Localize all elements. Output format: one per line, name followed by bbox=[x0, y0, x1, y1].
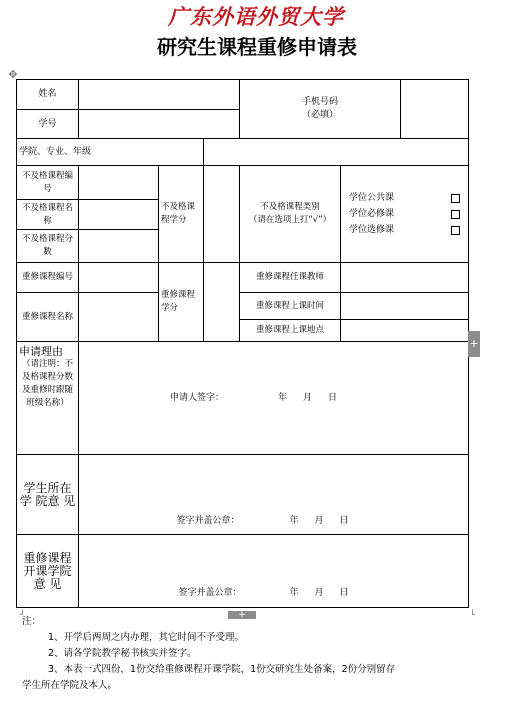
retake-course-name-label: 重修课程名称 bbox=[17, 293, 79, 342]
student-college-opinion-field[interactable] bbox=[79, 455, 469, 535]
option-label: 学位选修课 bbox=[349, 225, 395, 235]
retake-place-label: 重修课程上课地点 bbox=[240, 320, 341, 342]
checkbox-icon[interactable] bbox=[451, 226, 460, 235]
notes-heading: 注： bbox=[22, 616, 42, 627]
failed-course-score-field[interactable] bbox=[79, 230, 159, 263]
option-degree-elective[interactable] bbox=[343, 222, 466, 238]
note-item: 2、请各学院教学秘书核实并签字。 bbox=[48, 648, 197, 659]
retake-teacher-field[interactable] bbox=[341, 263, 469, 293]
failed-course-code-label: 不及格课程编号 bbox=[17, 166, 79, 200]
student-id-field[interactable] bbox=[79, 110, 240, 139]
retake-course-code-label: 重修课程编号 bbox=[17, 263, 79, 293]
checkbox-icon[interactable] bbox=[451, 210, 460, 219]
retake-teacher-label: 重修课程任课教师 bbox=[240, 263, 341, 293]
phone-label: 手机号码 bbox=[302, 97, 339, 107]
retake-college-opinion-field[interactable] bbox=[79, 535, 469, 608]
option-degree-public[interactable] bbox=[343, 190, 466, 206]
margin-corner-right: └ bbox=[470, 610, 475, 619]
failed-course-name-field[interactable] bbox=[79, 200, 159, 230]
failed-course-code-field[interactable] bbox=[79, 166, 159, 200]
stamp-signature-label: 签字并盖公章： bbox=[178, 588, 242, 598]
phone-field[interactable] bbox=[401, 80, 469, 139]
failed-course-category-label-cell bbox=[240, 166, 341, 263]
day-label: 日 bbox=[339, 516, 349, 526]
course-category-options bbox=[341, 166, 469, 263]
year-label: 年 bbox=[289, 588, 299, 598]
failed-course-credit-label: 不及格课程学分 bbox=[159, 166, 204, 263]
university-logo: 广东外语外贸大学 bbox=[168, 4, 344, 29]
note-item: 1、开学后两周之内办理，其它时间不予受理。 bbox=[48, 632, 245, 643]
phone-required-note: （必填） bbox=[302, 110, 339, 120]
retake-course-credit-field[interactable] bbox=[204, 263, 240, 342]
reason-field[interactable] bbox=[79, 342, 469, 455]
failed-course-credit-field[interactable] bbox=[204, 166, 240, 263]
failed-course-score-label: 不及格课程分数 bbox=[17, 230, 79, 263]
applicant-signature-label: 申请人签字： bbox=[169, 392, 224, 403]
failed-course-category-label: 不及格课程类别 bbox=[260, 202, 320, 212]
name-label: 姓名 bbox=[17, 80, 79, 110]
row-insert-handle-icon[interactable]: + bbox=[468, 331, 480, 357]
retake-course-credit-label: 重修课程学分 bbox=[159, 263, 204, 342]
day-label: 日 bbox=[328, 392, 338, 403]
college-major-grade-label: 学院、专业、年级 bbox=[17, 139, 204, 166]
student-id-label: 学号 bbox=[17, 110, 79, 139]
year-label: 年 bbox=[278, 392, 288, 403]
reason-note: （请注明：不及格课程分数及重修时跟随班级名称） bbox=[21, 359, 73, 408]
checkbox-icon[interactable] bbox=[451, 194, 460, 203]
month-label: 月 bbox=[314, 588, 324, 598]
phone-label-cell bbox=[240, 80, 401, 139]
option-label: 学位必修课 bbox=[349, 209, 395, 219]
college-major-grade-field[interactable] bbox=[204, 139, 469, 166]
year-label: 年 bbox=[289, 516, 299, 526]
reason-title: 申请理由 bbox=[19, 345, 63, 358]
failed-course-category-note: （请在选项上打“√”） bbox=[248, 215, 332, 225]
retake-college-opinion-label: 重修课程开课学院意 见 bbox=[17, 535, 79, 608]
retake-course-name-field[interactable] bbox=[79, 293, 159, 342]
day-label: 日 bbox=[339, 588, 349, 598]
retake-place-field[interactable] bbox=[341, 320, 469, 342]
margin-corner-left: ┘ bbox=[20, 610, 25, 619]
application-form-table bbox=[16, 79, 469, 608]
note-continuation: 学生所在学院及本人。 bbox=[22, 680, 118, 691]
page-title: 研究生课程重修申请表 bbox=[157, 35, 357, 59]
month-label: 月 bbox=[314, 516, 324, 526]
failed-course-name-label: 不及格课程名称 bbox=[17, 200, 79, 230]
stamp-signature-label: 签字并盖公章： bbox=[176, 516, 240, 526]
student-college-opinion-label: 学生所在学 院意 见 bbox=[17, 455, 79, 535]
name-field[interactable] bbox=[79, 80, 240, 110]
option-degree-required[interactable] bbox=[343, 206, 466, 222]
note-item: 3、本表一式四份，1份交给重修课程开课学院，1份交研究生处备案，2份分别留存 bbox=[48, 664, 396, 675]
notes-section bbox=[20, 610, 482, 694]
table-move-handle-icon[interactable]: ✥ bbox=[8, 68, 18, 81]
option-label: 学位公共课 bbox=[349, 193, 395, 203]
month-label: 月 bbox=[303, 392, 313, 403]
column-insert-handle-icon[interactable]: + bbox=[228, 611, 256, 619]
retake-course-code-field[interactable] bbox=[79, 263, 159, 293]
retake-time-field[interactable] bbox=[341, 293, 469, 320]
retake-time-label: 重修课程上课时间 bbox=[240, 293, 341, 320]
